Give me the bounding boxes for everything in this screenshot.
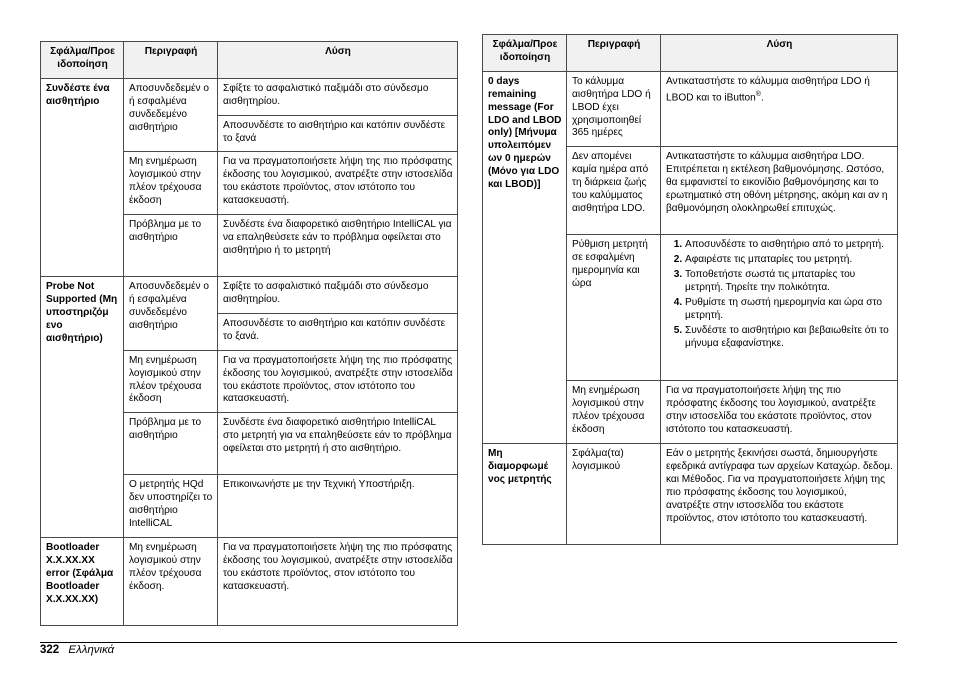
table-row bbox=[41, 78, 458, 115]
footer-divider bbox=[40, 642, 897, 643]
list-item: 5. Συνδέστε το αισθητήριο και βεβαιωθείτε ότι το μήνυμα εξαφανίστηκε. bbox=[685, 325, 893, 351]
solution-text-end: . bbox=[760, 92, 764, 104]
solution-cell: Σφίξτε το ασφαλιστικό παξιμάδι στο σύνδεσμο αισθητηρίου. bbox=[218, 78, 458, 115]
solution-cell bbox=[661, 235, 898, 381]
solution-cell: Για να πραγματοποιήσετε λήψη της πιο πρόσφατης έκδοσης του λογισμικού, ανατρέξτε στην ιστοσελίδα του εκάστοτε προϊόντος, στον ιστότοπο του κατασκευαστή. bbox=[218, 350, 458, 413]
page-number: 322 bbox=[40, 644, 60, 656]
solution-cell: Αντικαταστήστε το κάλυμμα αισθητήρα LDO. Επιτρέπεται η εκτέλεση βαθμονόμησης. Ωστόσο, θα εμφανιστεί το εικονίδιο βαθμονόμησης και το ερωτηματικό στη οθόνη μέτρησης, ακόμη και αν η βαθμονόμηση ολοκληρωθεί επιτυχώς. bbox=[661, 147, 898, 235]
header-solution: Λύση bbox=[661, 35, 898, 72]
error-cell: 0 days remaining message (For LDO and LBOD only) [Μήνυμα υπολειπόμεν ων 0 ημερών (Μόνο για LDO και LBOD)] bbox=[483, 71, 567, 443]
solution-cell: Εάν ο μετρητής ξεκινήσει σωστά, δημιουργήστε εφεδρικά αντίγραφα των αρχείων Καταχώρ. δεδομ. και Μέθοδος. Για να πραγματοποιήσετε λήψη της πιο πρόσφατης έκδοσης του λογισμικού, ανατρέξτε στην ιστοσελίδα του εκάστοτε προϊόντος, στον ιστότοπο του κατασκευαστή. bbox=[661, 443, 898, 544]
list-item: 2. Αφαιρέστε τις μπαταρίες του μετρητή. bbox=[685, 254, 893, 267]
description-cell: Δεν απομένει καμία ημέρα από τη διάρκεια ζωής του καλύμματος αισθητήρα LDO. bbox=[567, 147, 661, 235]
solution-cell: Σφίξτε το ασφαλιστικό παξιμάδι στο σύνδεσμο αισθητηρίου. bbox=[218, 277, 458, 314]
description-cell: Σφάλμα(τα) λογισμικού bbox=[567, 443, 661, 544]
description-cell: Μη ενημέρωση λογισμικού στην πλέον τρέχουσα έκδοση bbox=[567, 381, 661, 444]
list-item: 4. Ρυθμίστε τη σωστή ημερομηνία και ώρα στο μετρητή. bbox=[685, 297, 893, 323]
solution-cell: Για να πραγματοποιήσετε λήψη της πιο πρόσφατης έκδοσης του λογισμικού, ανατρέξτε στην ιστοσελίδα του εκάστοτε προϊόντος, στον ιστότοπο του κατασκευαστή. bbox=[218, 152, 458, 215]
header-description: Περιγραφή bbox=[124, 42, 218, 79]
solution-cell bbox=[661, 71, 898, 147]
description-cell: Το κάλυμμα αισθητήρα LDO ή LBOD έχει χρησιμοποιηθεί 365 ημέρες bbox=[567, 71, 661, 147]
error-cell: Μη διαμορφωμέ νος μετρητής bbox=[483, 443, 567, 544]
solution-cell: Συνδέστε ένα διαφορετικό αισθητήριο IntelliCAL για να επαληθεύσετε εάν το πρόβλημα οφείλεται στο αισθητήριο ή το μετρητή bbox=[218, 215, 458, 277]
solution-cell: Συνδέστε ένα διαφορετικό αισθητήριο IntelliCAL στο μετρητή για να επαληθεύσετε εάν το πρόβλημα οφείλεται στο μετρητή ή στο αισθητήριο. bbox=[218, 413, 458, 475]
description-cell: Ο μετρητής HQd δεν υποστηρίζει το αισθητήριο IntelliCAL bbox=[124, 475, 218, 538]
description-cell: Πρόβλημα με το αισθητήριο bbox=[124, 413, 218, 475]
solution-cell: Αποσυνδέστε το αισθητήριο και κατόπιν συνδέστε το ξανά bbox=[218, 115, 458, 152]
solution-cell: Αποσυνδέστε το αισθητήριο και κατόπιν συνδέστε το ξανά. bbox=[218, 313, 458, 350]
table-header-row bbox=[41, 42, 458, 79]
description-cell: Αποσυνδεδεμέν ο ή εσφαλμένα συνδεδεμένο αισθητήριο bbox=[124, 277, 218, 351]
solution-cell: Για να πραγματοποιήσετε λήψη της πιο πρόσφατης έκδοσης του λογισμικού, ανατρέξτε στην ιστοσελίδα του εκάστοτε προϊόντος, στον ιστότοπο του κατασκευαστή. bbox=[218, 537, 458, 625]
error-cell: Bootloader X.X.XX.XX error (Σφάλμα Bootloader X.X.XX.XX) bbox=[41, 537, 124, 625]
list-item: 1. Αποσυνδέστε το αισθητήριο από το μετρητή. bbox=[685, 239, 893, 252]
registered-mark: ® bbox=[755, 90, 761, 98]
description-cell: Πρόβλημα με το αισθητήριο bbox=[124, 215, 218, 277]
description-cell: Ρύθμιση μετρητή σε εσφαλμένη ημερομηνία και ώρα bbox=[567, 235, 661, 381]
header-solution: Λύση bbox=[218, 42, 458, 79]
table-header-row bbox=[483, 35, 898, 72]
table-row bbox=[483, 71, 898, 147]
steps-list bbox=[666, 239, 893, 350]
footer-language: Ελληνικά bbox=[68, 644, 115, 656]
error-cell: Συνδέστε ένα αισθητήριο bbox=[41, 78, 124, 276]
troubleshooting-table-right bbox=[482, 34, 898, 545]
description-cell: Μη ενημέρωση λογισμικού στην πλέον τρέχουσα έκδοση bbox=[124, 350, 218, 413]
troubleshooting-table-left bbox=[40, 41, 458, 626]
solution-text: Αντικαταστήστε το κάλυμμα αισθητήρα LDO ή LBOD και το iButton bbox=[666, 75, 870, 104]
solution-cell: Επικοινωνήστε με την Τεχνική Υποστήριξη. bbox=[218, 475, 458, 538]
header-error: Σφάλμα/Προε ιδοποίηση bbox=[41, 42, 124, 79]
header-error: Σφάλμα/Προε ιδοποίηση bbox=[483, 35, 567, 72]
error-cell: Probe Not Supported (Μη υποστηριζόμ ενο αισθητήριο) bbox=[41, 277, 124, 538]
solution-cell: Για να πραγματοποιήσετε λήψη της πιο πρόσφατης έκδοσης του λογισμικού, ανατρέξτε στην ιστοσελίδα του εκάστοτε προϊόντος, στον ιστότοπο του κατασκευαστή. bbox=[661, 381, 898, 444]
header-description: Περιγραφή bbox=[567, 35, 661, 72]
table-row bbox=[483, 443, 898, 544]
list-item: 3. Τοποθετήστε σωστά τις μπαταρίες του μετρητή. Τηρείτε την πολικότητα. bbox=[685, 269, 893, 295]
table-row bbox=[41, 277, 458, 314]
description-cell: Μη ενημέρωση λογισμικού στην πλέον τρέχουσα έκδοση bbox=[124, 152, 218, 215]
description-cell: Μη ενημέρωση λογισμικού στην πλέον τρέχουσα έκδοση. bbox=[124, 537, 218, 625]
table-row bbox=[41, 537, 458, 625]
description-cell: Αποσυνδεδεμέν ο ή εσφαλμένα συνδεδεμένο αισθητήριο bbox=[124, 78, 218, 152]
page-footer bbox=[40, 643, 114, 657]
